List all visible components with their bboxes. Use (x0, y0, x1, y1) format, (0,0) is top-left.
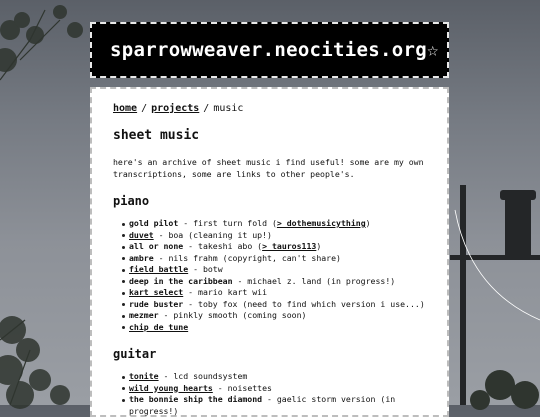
content-card (90, 87, 449, 417)
piano-list (113, 218, 447, 333)
piece-link[interactable]: field battle (129, 264, 189, 274)
piece-title: mezmer (129, 310, 159, 320)
piece-desc: - boa (cleaning it up!) (153, 229, 272, 240)
piece-desc: - noisettes (212, 382, 272, 393)
list-item (122, 383, 427, 395)
piece-title: rude buster (129, 298, 184, 309)
list-item (122, 310, 427, 322)
piece-title: all or none (129, 241, 184, 251)
list-item (122, 241, 427, 253)
piece-link[interactable]: kart select (129, 287, 184, 297)
piece-desc: - pinkly smooth (coming soon) (158, 310, 307, 320)
piece-desc: - nils frahm (copyright, can't share) (153, 252, 341, 263)
page-title: sheet music (113, 128, 200, 143)
list-item (122, 371, 427, 383)
piece-title: gold pilot (129, 218, 179, 228)
intro-text: here's an archive of sheet music i find useful! some are my own transcriptions, some are links to other people's. (113, 157, 424, 179)
list-item (122, 264, 427, 276)
breadcrumb (113, 103, 447, 114)
piece-link[interactable]: duvet (129, 229, 154, 240)
piece-desc: - toby fox (need to find which version i use...) (183, 298, 425, 309)
utility-pole-right (450, 170, 540, 405)
site-banner (90, 22, 449, 78)
list-item (122, 276, 427, 288)
piece-desc: - first turn fold ( (178, 218, 277, 228)
breadcrumb-separator: / (141, 103, 148, 114)
list-item (122, 253, 427, 265)
piece-desc: - lcd soundsystem (158, 371, 248, 381)
piece-title: deep in the caribbean (129, 275, 233, 286)
piece-desc: - michael z. land (in progress!) (232, 275, 396, 286)
site-title[interactable]: sparrowweaver.neocities.org☆ (110, 39, 439, 61)
list-item (122, 322, 427, 334)
tree-silhouette-left (0, 0, 90, 405)
piece-desc: - mario kart wii (183, 287, 268, 297)
breadcrumb-home-link[interactable]: home (113, 103, 138, 114)
list-item (122, 287, 427, 299)
guitar-list (113, 371, 447, 417)
list-item (122, 230, 427, 242)
breadcrumb-projects-link[interactable]: projects (151, 103, 200, 114)
piece-desc: - gaelic storm version (in progress!) (129, 394, 396, 416)
piece-title: ambre (129, 252, 154, 263)
list-item (122, 218, 427, 230)
piece-link[interactable]: chip de tune (129, 321, 189, 332)
credit-link[interactable]: > tauros113 (262, 241, 317, 251)
piece-desc-tail: ) (365, 218, 371, 228)
piece-desc: - takeshi abo ( (183, 241, 263, 251)
list-item (122, 394, 427, 417)
list-item (122, 299, 427, 311)
credit-link[interactable]: > dothemusicything (276, 218, 366, 228)
section-heading-piano: piano (113, 194, 150, 208)
breadcrumb-separator: / (203, 103, 210, 114)
breadcrumb-current: music (213, 103, 244, 114)
piece-title: the bonnie ship the diamond (129, 394, 263, 404)
piece-link[interactable]: tonite (129, 371, 159, 381)
piece-link[interactable]: wild young hearts (129, 382, 213, 393)
section-heading-guitar: guitar (113, 347, 157, 361)
piece-desc-tail: ) (316, 241, 322, 251)
piece-desc: - botw (188, 264, 223, 274)
